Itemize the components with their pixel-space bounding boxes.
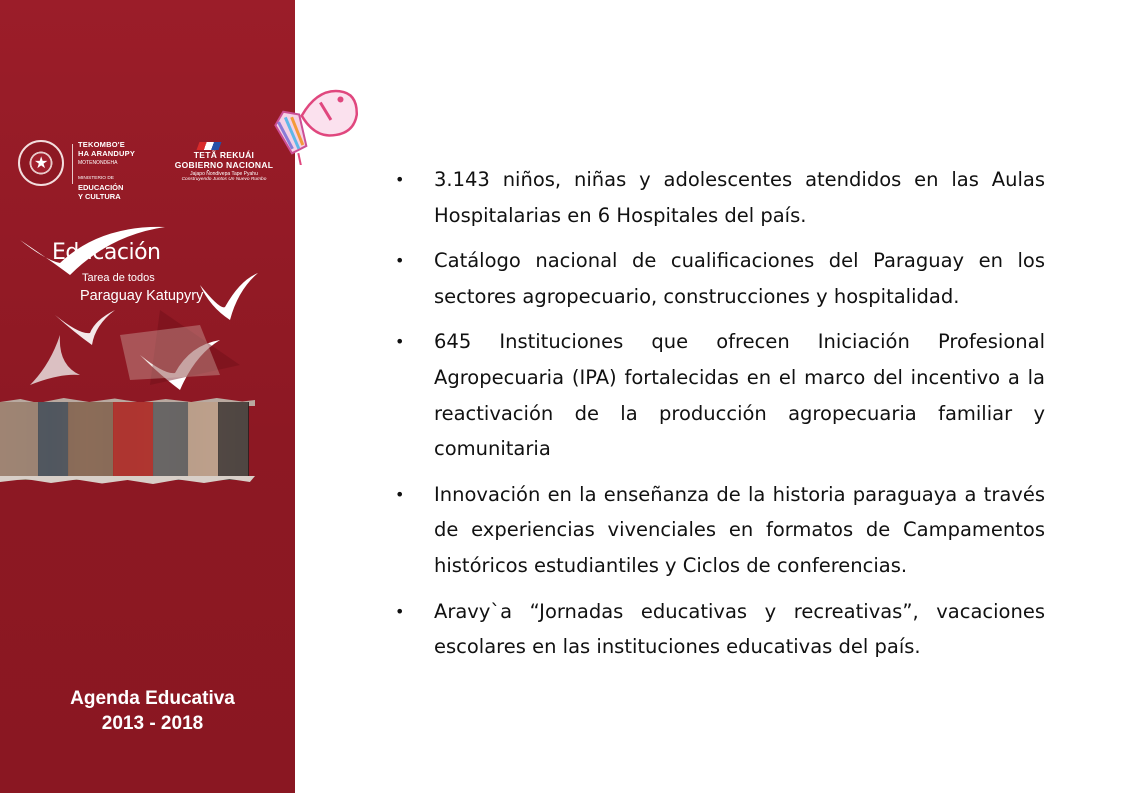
list-item: • 645 Instituciones que ofrecen Iniciación Profesional Agropecuaria (IPA) fortalecidas en el marco del incentivo a la reactivación de la producción agropecuaria familiar y comunitaria [392,324,1045,466]
bullet-icon: • [395,484,405,504]
list-item: • 3.143 niños, niñas y adolescentes atendidos en las Aulas Hospitalarias en 6 Hospitales del país. [392,162,1045,233]
child-drawing-icon [270,80,370,165]
achievements-list [392,162,1045,675]
sidebar-banner [0,0,295,793]
ministry-logo: TEKOMBO'E HA ARANDUPY MOTENONDEHA MINISTERIO DE EDUCACIÓN Y CULTURA [78,140,136,201]
campaign-subtitle: Tarea de todos [82,272,155,284]
list-item: • Catálogo nacional de cualificaciones del Paraguay en los sectores agropecuario, construcciones y hospitalidad. [392,243,1045,314]
campaign-tagline: Paraguay Katupyry [80,288,204,304]
agenda-label: Agenda Educativa 2013 - 2018 [70,688,235,734]
flag-icon [197,142,222,150]
list-item: • Innovación en la enseñanza de la historia paraguaya a través de experiencias vivenciales en formatos de Campamentos históricos estudiantiles y Ciclos de conferencias. [392,477,1045,584]
list-item: • Aravy`a “Jornadas educativas y recreativas”, vacaciones escolares en las instituciones educativas del país. [392,594,1045,665]
bullet-icon: • [395,601,405,621]
national-seal-icon: ★ [18,140,64,186]
bullet-icon: • [395,251,405,271]
bullet-icon: • [395,332,405,352]
students-photo-collage [0,402,248,480]
bullet-icon: • [395,170,405,189]
campaign-title: Educación [52,240,161,265]
government-logo: TETÃ REKUÁI GOBIERNO NACIONAL Jajapo Ñ̃ondivepa Tape Pyahu Construyendo Juntos Un Nuevo Rumbo [174,150,274,182]
institution-logos [18,140,283,201]
